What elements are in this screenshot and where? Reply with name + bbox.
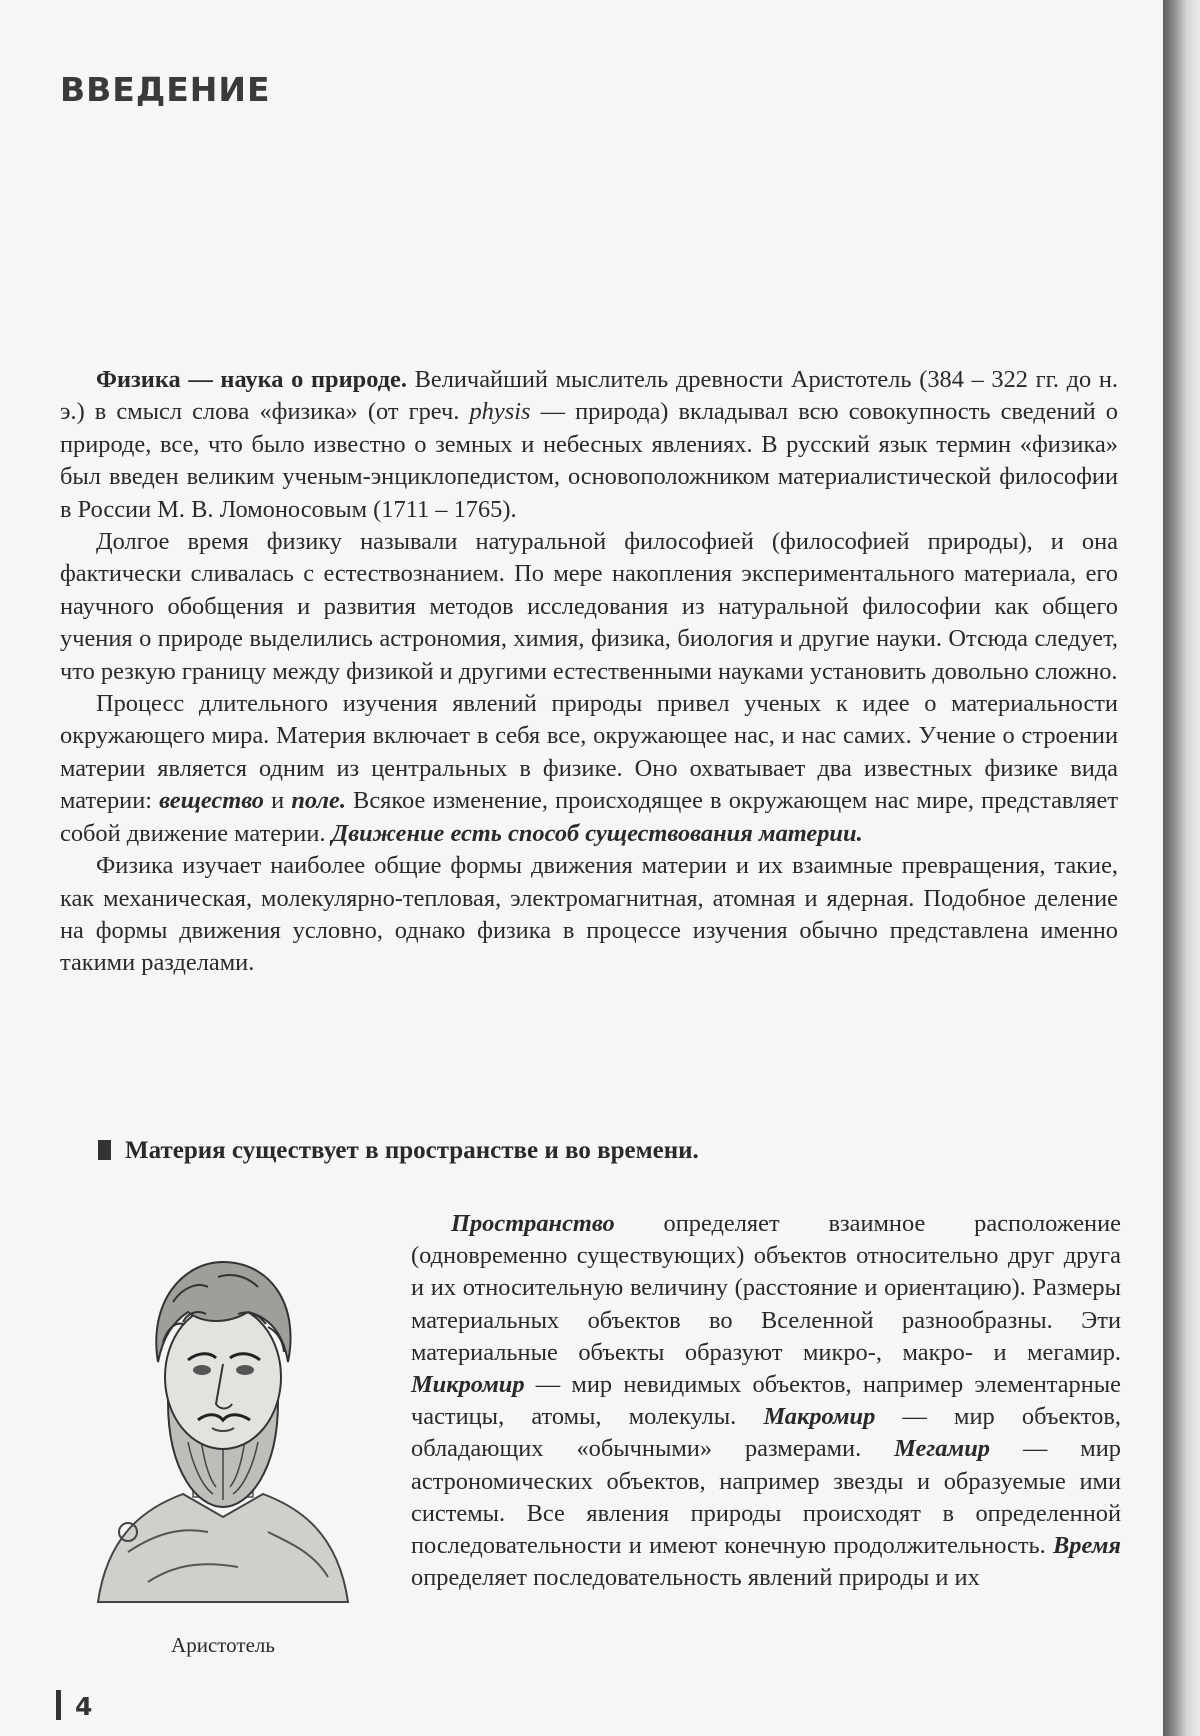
text-span: определяет взаимное расположение (одновременно существующих) объектов относительно друг друга и их относительную величину (расстояние и ориентацию). Размеры материальных объектов во Вселенной разнообразны. Эти материальные объекты образуют микро-, макро- и мегамир.: [411, 1210, 1121, 1366]
term-physis: physis: [469, 398, 531, 426]
term-space: Пространство: [451, 1210, 615, 1237]
book-spine-shadow: [1163, 0, 1200, 1736]
text-span: — мир астрономических объектов, например звезды и образуемые ими системы. Все явления природы происходят в определенной последовательности и имеют конечную продолжительность.: [411, 1435, 1121, 1560]
term-field: поле.: [291, 787, 346, 815]
section-heading: [98, 1137, 699, 1165]
space-text: [411, 1208, 1121, 1594]
term-microworld: Микромир: [411, 1371, 525, 1399]
term-substance: вещество: [159, 787, 264, 815]
page-marker-bar: [56, 1690, 61, 1720]
text-span: Величайший мыслитель древности Аристотель (384 – 322 гг. до н. э.) в смысл слова «физика» (от греч.: [60, 366, 1118, 426]
paragraph: [60, 688, 1118, 850]
lead-heading: Физика — наука о природе.: [96, 366, 407, 393]
chapter-title: ВВЕДЕНИЕ: [60, 70, 271, 109]
aristotle-portrait: [88, 1232, 358, 1612]
term-macroworld: Макромир: [763, 1403, 876, 1431]
intro-text: [60, 364, 1118, 980]
text-span: — природа) вкладывал всю совокупность сведений о природе, все, что было известно о земных и небесных явлениях. В русский язык термин «физика» был введен великим ученым-энциклопедистом, основоположником материалистической философии в России М. В. Ломоносовым (1711 – 1765).: [60, 398, 1118, 523]
page-number: [56, 1690, 92, 1721]
text-span: определяет последовательность явлений природы и их: [411, 1564, 980, 1592]
paragraph: Физика изучает наиболее общие формы движения материи и их взаимные превращения, такие, как механическая, молекулярно-тепловая, электромагнитная, атомная и ядерная. Подобное деление на формы движения условно, однако физика в процессе изучения обычно представлена именно такими разделами.: [60, 852, 1118, 977]
text-span: — мир объектов, обладающих «обычными» размерами.: [411, 1403, 1121, 1463]
text-span: и: [264, 787, 292, 815]
bullet-square-icon: [98, 1140, 111, 1160]
paragraph: [60, 364, 1118, 526]
text-span: Процесс длительного изучения явлений природы привел ученых к идее о материальности окружающего мира. Материя включает в себя все, окружающее нас, и нас самих. Учение о строении материи является одним из центральных в физике. Оно охватывает два известных физике вида материи:: [60, 690, 1118, 815]
term-megaworld: Мегамир: [894, 1435, 990, 1463]
paragraph: Долгое время физику называли натуральной философией (философией природы), и она фактически сливалась с естествознанием. По мере накопления экспериментального материала, его научного обобщения и развития методов исследования из натуральной философии как общего учения о природе выделились астрономия, химия, физика, биология и другие науки. Отсюда следует, что резкую границу между физикой и другими естественными науками установить довольно сложно.: [60, 528, 1118, 685]
section-heading-text: Материя существует в пространстве и во времени.: [125, 1137, 699, 1164]
text-span: Всякое изменение, происходящее в окружающем нас мире, представляет собой движение материи.: [60, 787, 1118, 847]
paragraph: [411, 1208, 1121, 1594]
key-statement: Движение есть способ существования материи.: [331, 819, 863, 847]
text-span: — мир невидимых объектов, например элементарные частицы, атомы, молекулы.: [411, 1371, 1121, 1431]
term-time: Время: [1053, 1532, 1121, 1560]
page-number-value: 4: [75, 1692, 93, 1721]
figure-caption: Аристотель: [171, 1633, 275, 1657]
